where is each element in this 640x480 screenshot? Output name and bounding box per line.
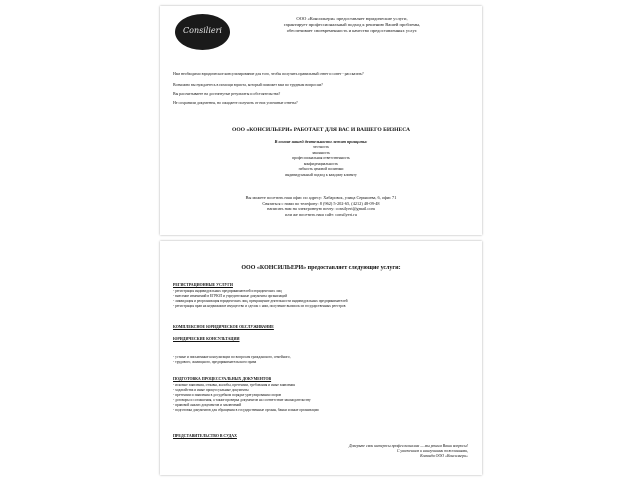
company-logo	[175, 14, 230, 50]
signature-block	[349, 444, 468, 459]
signature-line: С уважением и наилучшими пожеланиями,	[396, 449, 468, 454]
contact-block	[160, 195, 482, 217]
registration-item: - регистрация прав на недвижимое имущество и сделок с ним, получение выписок из государственных реестров	[173, 304, 346, 309]
section-heading-consultations: ЮРИДИЧЕСКИЕ КОНСУЛЬТАЦИИ	[173, 337, 240, 341]
document-item: - договоры и соглашения, а также проверка документов на соответствие законодательству	[173, 398, 311, 403]
registration-item: - ликвидация и реорганизация юридических лиц, прекращение деятельности индивидуальных предпринимателей	[173, 299, 348, 304]
logo-text: Consilieri	[183, 26, 222, 35]
contact-website: или же посетить наш сайт: consilyeri.ru	[285, 211, 357, 217]
intro-line: Нам необходимо юридическое консультирование для того, чтобы получить правильный ответ и совет - рассказать?	[173, 72, 364, 76]
section-heading-complex: КОМПЛЕКСНОЕ ЮРИДИЧЕСКОЕ ОБСЛУЖИВАНИЕ	[173, 325, 274, 329]
intro-line: Вы рассчитываете на достигнутые результаты и обстоятельства?	[173, 92, 281, 96]
principles-list	[160, 145, 482, 178]
registration-item: - внесение изменений в ЕГРЮЛ и учредительные документы организаций	[173, 294, 288, 299]
principle-item: гибкость ценовой политики	[298, 167, 344, 171]
page2-title: ООО «КОНСИЛЬЕРИ» предоставляет следующие услуги:	[241, 265, 401, 271]
registration-item: - регистрация индивидуальных предпринимателей и юридических лиц	[173, 289, 282, 293]
principle-item: индивидуальный подход к каждому клиенту	[285, 172, 357, 177]
principle-item: конфиденциальность	[303, 161, 339, 166]
principle-item: профессиональная ответственность	[292, 156, 350, 160]
document-item: - подготовка документов для обращения в государственные органы, банки и иные организации	[173, 408, 319, 413]
header-line: гарантирует профессиональный подход к решению Вашей проблемы,	[283, 22, 421, 28]
principles-subtitle: В основе нашей деятельности лежат принципы:	[274, 139, 368, 144]
contact-address: Вы можете посетить наш офис по адресу: Хабаровск, улица Серышева, 6, офис 71	[245, 195, 397, 200]
signature-line: Команда ООО «Консильери»	[420, 454, 468, 459]
document-item: - претензии и заявления в досудебном порядке урегулирования споров	[173, 393, 282, 398]
principle-item: честность	[312, 145, 330, 149]
consultation-item: - устные и письменные консультации по вопросам гражданского, семейного,	[173, 355, 291, 359]
section-heading-documents: ПОДГОТОВКА ПРОЦЕССУАЛЬНЫХ ДОКУМЕНТОВ	[173, 377, 272, 381]
flyer-page-1	[160, 6, 482, 235]
header-line: обеспечивает своевременность и качество предоставленных услуг.	[286, 28, 418, 34]
intro-line: Не сохранили документы, но ожидаете получить от них успешные ответы?	[173, 101, 298, 105]
contact-phone: Связаться с нами по телефону: 8 (962) 5-202-65, (4212) 48-09-48	[262, 200, 380, 206]
consultation-list	[173, 355, 291, 365]
document-item: - ходатайства и иные процессуальные документы	[173, 388, 249, 393]
document-item: - правовой анализ документов и заключений	[173, 403, 242, 408]
section-heading-registration: РЕГИСТРАЦИОННЫЕ УСЛУГИ	[173, 283, 233, 287]
header-block	[238, 16, 466, 35]
page1-title: ООО «КОНСИЛЬЕРИ» РАБОТАЕТ ДЛЯ ВАС И ВАШЕГО БИЗНЕСА	[231, 127, 411, 133]
intro-line: Возможно вы нуждаетесь в помощи юриста, который поможет вам по трудным вопросам?	[173, 83, 323, 87]
contact-email: написать нам на электронную почту: consilyeri@gmail.com	[267, 206, 375, 212]
header-line: ООО «Консильери» предоставляет юридические услуги,	[296, 16, 408, 21]
principle-item: законность	[312, 150, 330, 155]
registration-list	[173, 289, 348, 309]
flyer-page-2	[160, 241, 482, 475]
document-item: - исковые заявления, отзывы, жалобы, претензии, требования и иные заявления	[173, 383, 295, 387]
documents-list	[173, 383, 319, 413]
consultation-item: - трудового, жилищного, предпринимательского права	[173, 360, 257, 365]
section-heading-court: ПРЕДСТАВИТЕЛЬСТВО В СУДАХ	[173, 434, 237, 438]
signature-line: Доверьте свои интересы профессионалам — мы решим Ваши вопросы!	[348, 444, 468, 448]
